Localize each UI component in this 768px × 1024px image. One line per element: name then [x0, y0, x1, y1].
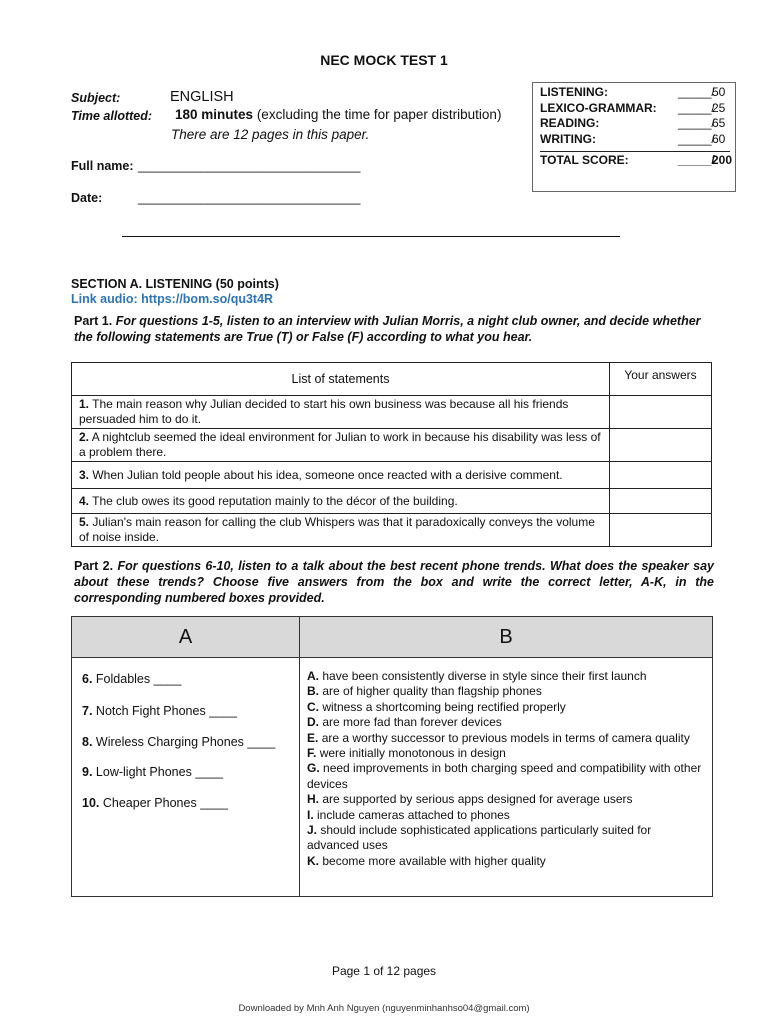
page-number: Page 1 of 12 pages	[331, 964, 437, 978]
date-label: Date:	[71, 191, 103, 205]
statement-text: The main reason why Julian decided to start his own business was because all his friends persuaded him to do it.	[79, 397, 569, 426]
statement-number: 1.	[79, 397, 90, 411]
statement-text: When Julian told people about his idea, someone once reacted with a derisive comment.	[92, 467, 563, 482]
time-allotted	[175, 107, 501, 122]
table-row	[72, 396, 712, 429]
option-letter: F.	[307, 746, 317, 761]
option-text: witness a shortcoming being rectified properly	[322, 699, 566, 714]
score-label: LEXICO-GRAMMAR:	[540, 100, 657, 115]
time-label: Time allotted:	[71, 109, 153, 123]
answer-blank[interactable]: ____	[153, 672, 182, 686]
col-answers-header: Your answers	[610, 363, 712, 396]
question-number: 8.	[82, 735, 93, 749]
option-a	[307, 669, 705, 684]
statement-number: 3.	[79, 467, 90, 482]
total-max: 200	[712, 153, 733, 167]
part2-instruction-text: For questions 6-10, listen to a talk about the best recent phone trends. What does the speaker say about these trends? Choose five answers from the box and write the correct letter, A-K, in the corresponding numbered boxes provided.	[74, 559, 714, 605]
answer-blank[interactable]: ____	[247, 735, 276, 749]
score-row-lexico-grammar	[540, 101, 728, 117]
subject-value: ENGLISH	[170, 89, 234, 105]
statement-cell	[72, 489, 610, 514]
option-k	[307, 854, 705, 869]
score-max: 50	[712, 85, 726, 99]
score-divider	[540, 151, 730, 152]
table-row	[72, 514, 712, 547]
option-i	[307, 808, 705, 823]
question-8	[82, 735, 275, 749]
total-blank[interactable]: _____/	[678, 153, 715, 167]
option-text: have been consistently diverse in style since their first launch	[322, 669, 647, 683]
question-6	[82, 672, 181, 686]
table-row	[72, 489, 712, 514]
option-h	[307, 792, 705, 807]
option-letter: B.	[307, 684, 319, 699]
options-list	[307, 669, 705, 869]
table-row	[72, 429, 712, 462]
option-f	[307, 746, 705, 761]
option-text: become more available with higher quality	[322, 853, 546, 868]
option-text: are more fad than forever devices	[322, 715, 502, 730]
question-text: Wireless Charging Phones	[95, 735, 244, 749]
answer-blank[interactable]: ____	[209, 704, 238, 718]
answer-blank[interactable]: ____	[195, 765, 224, 779]
option-d	[307, 715, 705, 730]
statement-number: 4.	[79, 493, 90, 508]
question-text: Cheaper Phones	[102, 796, 197, 810]
option-text: are a worthy successor to previous models in terms of camera quality	[321, 730, 690, 745]
question-number: 10.	[82, 796, 100, 810]
score-label: LISTENING:	[540, 85, 608, 99]
option-text: should include sophisticated applications particularly suited for advanced uses	[307, 823, 652, 853]
option-b	[307, 684, 705, 699]
score-row-writing	[540, 132, 728, 148]
statement-cell	[72, 514, 610, 547]
part2-instruction	[74, 558, 714, 606]
statement-text: Julian's main reason for calling the club Whispers was that it paradoxically conveys the volume of noise inside.	[79, 515, 595, 544]
matching-box	[71, 616, 713, 897]
statements-table	[71, 362, 712, 547]
option-text: were initially monotonous in design	[319, 746, 506, 761]
column-divider	[299, 617, 300, 896]
option-letter: D.	[307, 715, 319, 730]
fullname-label: Full name:	[71, 159, 134, 173]
col-statements-header: List of statements	[72, 363, 610, 396]
score-blank[interactable]: _____/	[678, 85, 715, 99]
time-value: 180 minutes	[175, 107, 254, 122]
score-row-total	[540, 153, 733, 169]
divider-line	[122, 236, 620, 237]
page-title: NEC MOCK TEST 1	[320, 52, 448, 68]
answer-cell[interactable]	[610, 462, 712, 489]
option-letter: K.	[307, 853, 319, 868]
download-note: Downloaded by Mnh Anh Nguyen (nguyenminhanhso04@gmail.com)	[238, 1003, 530, 1014]
score-label: WRITING:	[540, 131, 596, 146]
score-blank[interactable]: _____/	[678, 100, 715, 115]
audio-link[interactable]: Link audio: https://bom.so/qu3t4R	[71, 292, 274, 306]
option-c	[307, 700, 705, 715]
option-e	[307, 731, 705, 746]
option-letter: J.	[307, 823, 318, 838]
column-b-header: B	[300, 617, 712, 658]
score-label: READING:	[540, 116, 600, 130]
question-text: Notch Fight Phones	[95, 704, 206, 718]
question-number: 6.	[82, 672, 93, 686]
part1-label: Part 1.	[74, 314, 113, 328]
statement-cell	[72, 462, 610, 489]
option-text: are supported by serious apps designed for average users	[322, 792, 633, 807]
option-text: include cameras attached to phones	[317, 807, 510, 822]
statement-text: The club owes its good reputation mainly to the décor of the building.	[92, 493, 458, 508]
section-a-title: SECTION A. LISTENING (50 points)	[71, 277, 279, 291]
option-letter: C.	[307, 699, 319, 714]
table-header-row	[72, 363, 712, 396]
question-9	[82, 765, 223, 779]
question-text: Low-light Phones	[95, 765, 192, 779]
option-letter: H.	[307, 792, 319, 807]
answer-cell[interactable]	[610, 489, 712, 514]
score-row-listening	[540, 85, 728, 101]
score-max: 25	[712, 100, 726, 115]
score-max: 65	[712, 116, 726, 130]
part1-instruction	[74, 313, 714, 345]
option-letter: I.	[307, 807, 314, 822]
score-max: 60	[712, 131, 726, 146]
question-7	[82, 704, 237, 718]
answer-blank[interactable]: ____	[200, 796, 228, 810]
option-letter: E.	[307, 730, 319, 745]
total-label: TOTAL SCORE:	[540, 153, 629, 167]
option-j	[307, 823, 705, 854]
column-a-header: A	[72, 617, 299, 658]
statement-number: 2.	[79, 430, 90, 444]
option-letter: G.	[307, 761, 320, 776]
statement-cell	[72, 396, 610, 429]
option-letter: A.	[307, 669, 319, 683]
time-note: (excluding the time for paper distribution)	[256, 107, 502, 122]
score-row-reading	[540, 116, 728, 132]
answer-cell[interactable]	[610, 429, 712, 462]
score-box	[532, 82, 736, 192]
part1-instruction-text: For questions 1-5, listen to an interview with Julian Morris, a night club owner, and decide whether the following statements are True (T) or False (F) according to what you hear.	[74, 314, 701, 344]
fullname-field[interactable]: ________________________________	[138, 159, 361, 173]
date-field[interactable]: ________________________________	[138, 191, 361, 205]
question-10	[82, 796, 228, 810]
option-text: are of higher quality than flagship phones	[322, 684, 542, 699]
option-text: need improvements in both charging speed and compatibility with other devices	[307, 761, 702, 791]
question-number: 7.	[82, 704, 93, 718]
answer-cell[interactable]	[610, 396, 712, 429]
question-text: Foldables	[95, 672, 151, 686]
score-blank[interactable]: _____/	[678, 131, 715, 146]
pages-note: There are 12 pages in this paper.	[171, 127, 370, 142]
table-row	[72, 462, 712, 489]
statement-cell	[72, 429, 610, 462]
score-blank[interactable]: _____/	[678, 116, 715, 130]
subject-label: Subject:	[71, 91, 121, 105]
question-number: 9.	[82, 765, 93, 779]
statement-text: A nightclub seemed the ideal environment for Julian to work in because his disability was less of a problem there.	[79, 430, 601, 459]
statement-number: 5.	[79, 515, 90, 529]
option-g	[307, 761, 705, 792]
answer-cell[interactable]	[610, 514, 712, 547]
part2-label: Part 2.	[74, 559, 114, 573]
